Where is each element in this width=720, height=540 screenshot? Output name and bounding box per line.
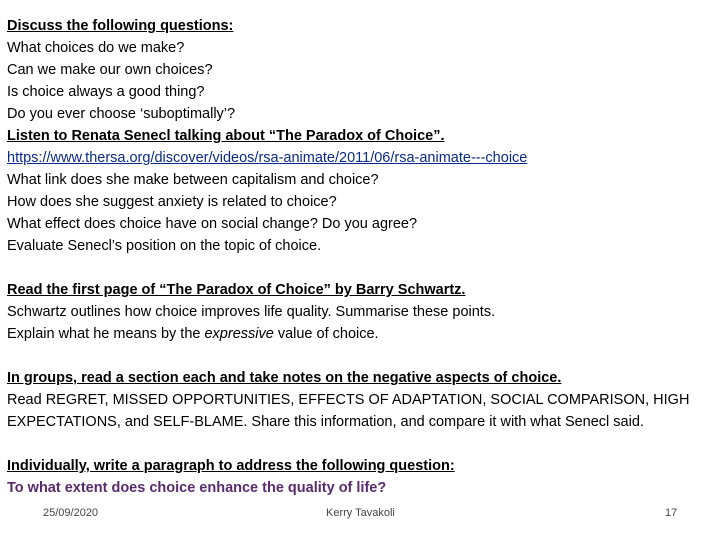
groups-heading: In groups, read a section each and take notes on the negative aspects of choice. bbox=[7, 370, 562, 386]
spacer bbox=[7, 433, 717, 455]
reading-line-2-start: Explain what he means by the bbox=[7, 326, 205, 342]
follow-up-1: What link does she make between capitalism and choice? bbox=[7, 172, 379, 188]
reading-line-2-end: value of choice. bbox=[273, 326, 379, 342]
slide-content bbox=[7, 15, 717, 499]
footer-page-number: 17 bbox=[665, 507, 678, 519]
reading-heading: Read the first page of “The Paradox of Choice” by Barry Schwartz. bbox=[7, 282, 466, 298]
reading-line-1: Schwartz outlines how choice improves life quality. Summarise these points. bbox=[7, 304, 496, 320]
footer-author: Kerry Tavakoli bbox=[326, 507, 395, 519]
follow-up-3: What effect does choice have on social change? Do you agree? bbox=[7, 216, 418, 232]
listen-heading: Listen to Renata Senecl talking about “The Paradox of Choice”. bbox=[7, 128, 445, 144]
footer-date: 25/09/2020 bbox=[43, 507, 99, 519]
spacer bbox=[7, 257, 717, 279]
question-2: Can we make our own choices? bbox=[7, 62, 213, 78]
question-4: Do you ever choose ‘suboptimally’? bbox=[7, 106, 236, 122]
follow-up-4: Evaluate Senecl’s position on the topic of choice. bbox=[7, 238, 322, 254]
essay-question: To what extent does choice enhance the quality of life? bbox=[7, 480, 387, 496]
groups-line-2: EXPECTATIONS, and SELF-BLAME. Share this information, and compare it with what Senecl said. bbox=[7, 414, 644, 430]
reading-line-2 bbox=[7, 323, 717, 345]
rsa-video-link[interactable]: https://www.thersa.org/discover/videos/rsa-animate/2011/06/rsa-animate---choice bbox=[7, 150, 528, 166]
spacer bbox=[7, 345, 717, 367]
discuss-heading: Discuss the following questions: bbox=[7, 18, 234, 34]
groups-line-1: Read REGRET, MISSED OPPORTUNITIES, EFFECTS OF ADAPTATION, SOCIAL COMPARISON, HIGH bbox=[7, 392, 690, 408]
question-1: What choices do we make? bbox=[7, 40, 185, 56]
expressive-term: expressive bbox=[204, 326, 274, 342]
question-3: Is choice always a good thing? bbox=[7, 84, 205, 100]
individual-heading: Individually, write a paragraph to address the following question: bbox=[7, 458, 455, 474]
follow-up-2: How does she suggest anxiety is related to choice? bbox=[7, 194, 337, 210]
